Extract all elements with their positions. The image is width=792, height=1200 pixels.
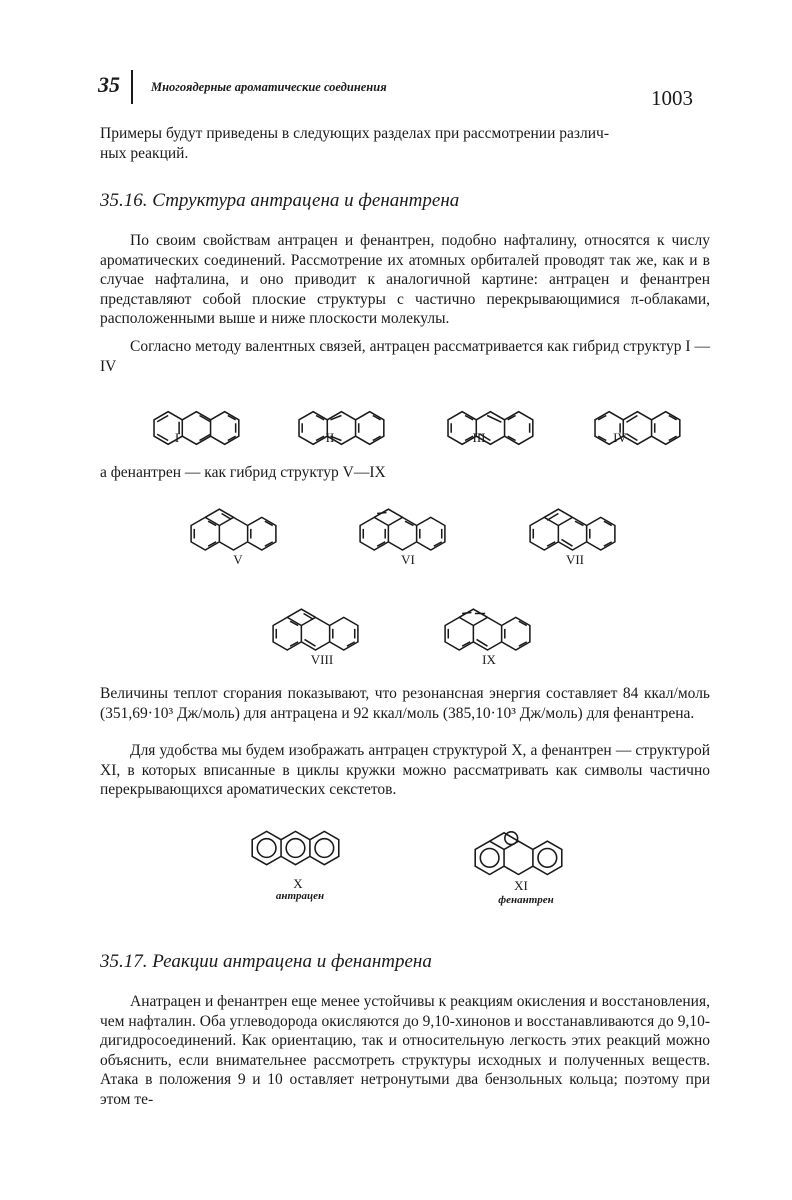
label-IV: IV [613, 430, 627, 445]
running-title: Многоядерные ароматические соединения [151, 80, 387, 94]
chapter-number: 35 [98, 72, 120, 97]
phenanthrene-structure-V [186, 496, 286, 556]
caption-phenanthrene: фенантрен [498, 894, 554, 906]
anthracene-structure-X [247, 826, 353, 874]
paragraph-reactions: Анатрацен и фенантрен еще менее устойчивы к реакциям окисления и восстановления, чем нафталин. Оба углеводорода окисляются до 9,10-хинонов и восстанавливаются до 9,10-дигидросоединений. Как ориентацию, так и относительную легкость этих реакций можно объяснить, если внимательнее рассмотреть структуры исходных и полученных веществ. Атака в положения 9 и 10 оставляет нетронутыми два бензольных кольца; поэтому при этом те- [100, 993, 710, 1108]
paragraph-symbols: Для удобства мы будем изображать антрацен структурой X, а фенантрен — структурой XI, в которых вписанные в циклы кружки можно рассматривать как символы частично перекрывающихся ароматических секстетов. [100, 742, 710, 798]
phenanthrene-structure-VII [525, 496, 625, 556]
label-XI: XI [514, 878, 528, 893]
phenanthrene-intro: а фенантрен — как гибрид структур V—IX [100, 464, 386, 481]
intro-line-1: Примеры будут приведены в следующих разделах при рассмотрении различ- [100, 125, 609, 142]
label-II: II [325, 430, 335, 445]
paragraph-resonance-energy: Величины теплот сгорания показывают, что резонансная энергия составляет 84 ккал/моль (351,69·10³ Дж/моль) для антрацена и 92 ккал/моль (385,10·10³ Дж/моль) для фенантрена. [100, 685, 710, 722]
label-VII: VII [565, 552, 585, 567]
header-divider [131, 70, 133, 104]
paragraph-structure: По своим свойствам антрацен и фенантрен, подобно нафталину, относятся к числу ароматических соединений. Рассмотрение их атомных орбиталей проводят так же, как и в случае нафталина, и оно приводит к аналогичной картине: антрацен и фенантрен представляют собой плоские структуры с частично перекрывающимися π-облаками, расположенными выше и ниже плоскости молекулы. [100, 232, 710, 327]
label-V: V [233, 552, 243, 567]
section-heading-35-17: 35.17. Реакции антрацена и фенантрена [100, 951, 432, 972]
label-X: X [293, 876, 303, 891]
label-IX: IX [482, 652, 496, 667]
label-I: I [174, 430, 180, 445]
page-number: 1003 [651, 86, 693, 110]
section-heading-35-16: 35.16. Структура антрацена и фенантрена [100, 190, 460, 211]
caption-anthracene: антрацен [275, 890, 325, 902]
phenanthrene-structure-VI [355, 496, 455, 556]
label-III: III [472, 430, 486, 445]
label-VIII: VIII [310, 652, 334, 667]
paragraph-valence-bond: Согласно методу валентных связей, антрацен рассматривается как гибрид структур I — IV [100, 338, 710, 375]
phenanthrene-structure-XI [470, 818, 576, 880]
phenanthrene-structure-VIII [268, 596, 368, 656]
label-VI: VI [401, 552, 415, 567]
intro-line-2: ных реакций. [100, 145, 189, 162]
phenanthrene-structure-IX [440, 596, 540, 656]
